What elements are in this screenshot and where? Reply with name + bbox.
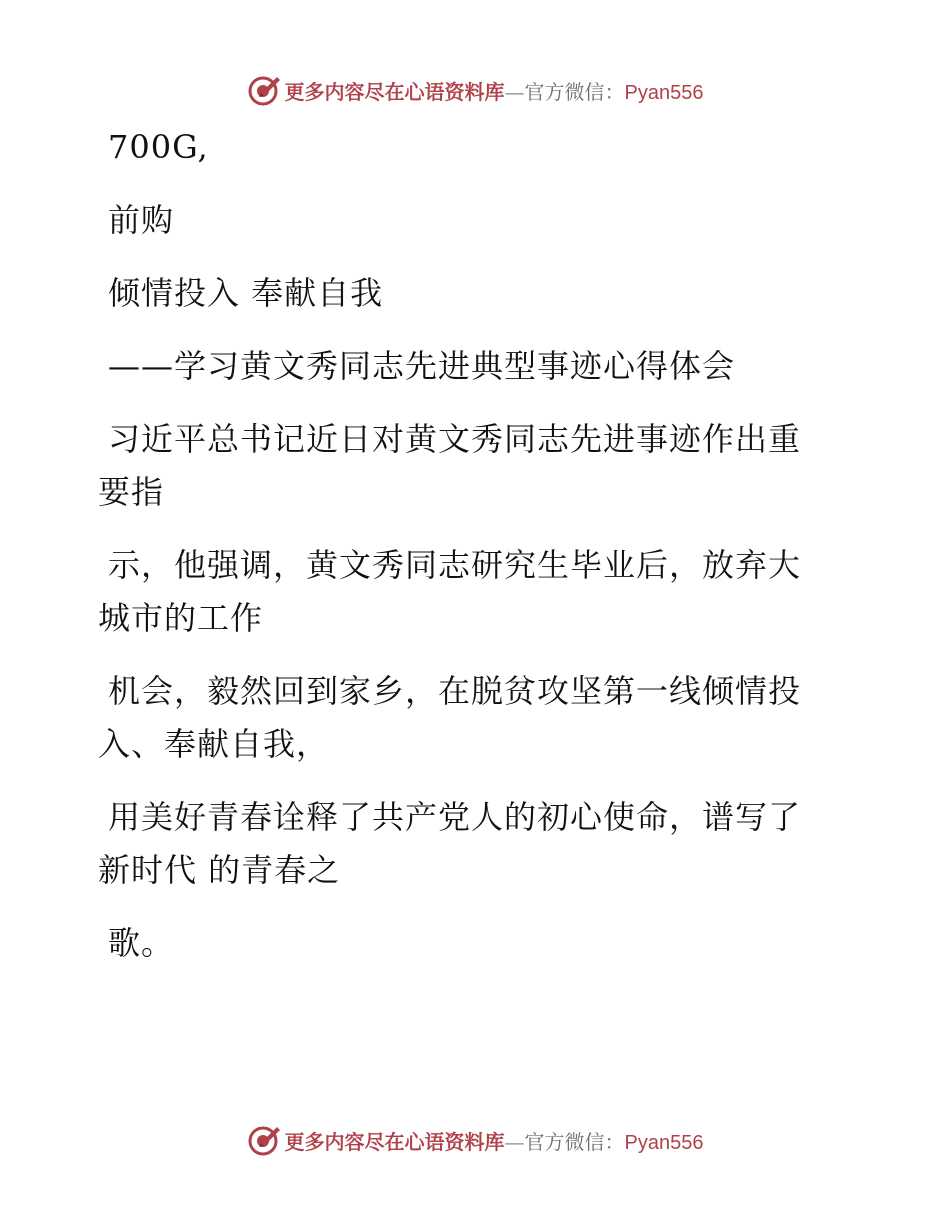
banner-text (285, 76, 704, 105)
doc-line: 要指 (98, 473, 165, 511)
document-body (98, 125, 838, 965)
banner-official-label: 官方微信： (524, 1129, 625, 1154)
doc-line: 用美好青春诠释了共产党人的初心使命，谱写了 (108, 798, 802, 836)
banner-dash: — (504, 1129, 525, 1154)
doc-subtitle: ——学习黄文秀同志先进典型事迹心得体会 (108, 347, 736, 385)
banner-wechat-id: Pyan556 (624, 1131, 704, 1154)
header-banner (0, 68, 950, 112)
doc-line: 习近平总书记近日对黄文秀同志先进事迹作出重 (108, 420, 802, 458)
doc-line: 歌。 (108, 924, 175, 962)
banner-dash: — (504, 79, 525, 104)
pen-logo-icon (247, 1123, 281, 1157)
banner-wechat-id: Pyan556 (624, 81, 704, 104)
footer-banner (0, 1118, 950, 1162)
doc-line: 城市的工作 (98, 599, 264, 637)
banner-main-text: 更多内容尽在心语资料库 (284, 79, 505, 104)
doc-line: 新时代 的青春之 (98, 851, 341, 889)
doc-line: 入、奉献自我， (98, 725, 330, 763)
doc-line: 示，他强调，黄文秀同志研究生毕业后，放弃大 (108, 546, 802, 584)
banner-text (285, 1126, 704, 1155)
banner-official-label: 官方微信： (524, 79, 625, 104)
doc-line: 机会，毅然回到家乡，在脱贫攻坚第一线倾情投 (108, 672, 802, 710)
banner-main-text: 更多内容尽在心语资料库 (284, 1129, 505, 1154)
doc-title: 倾情投入 奉献自我 (108, 274, 384, 312)
doc-line: 前购 (108, 201, 175, 239)
pen-logo-icon (247, 73, 281, 107)
doc-line: 700G, (108, 128, 209, 166)
